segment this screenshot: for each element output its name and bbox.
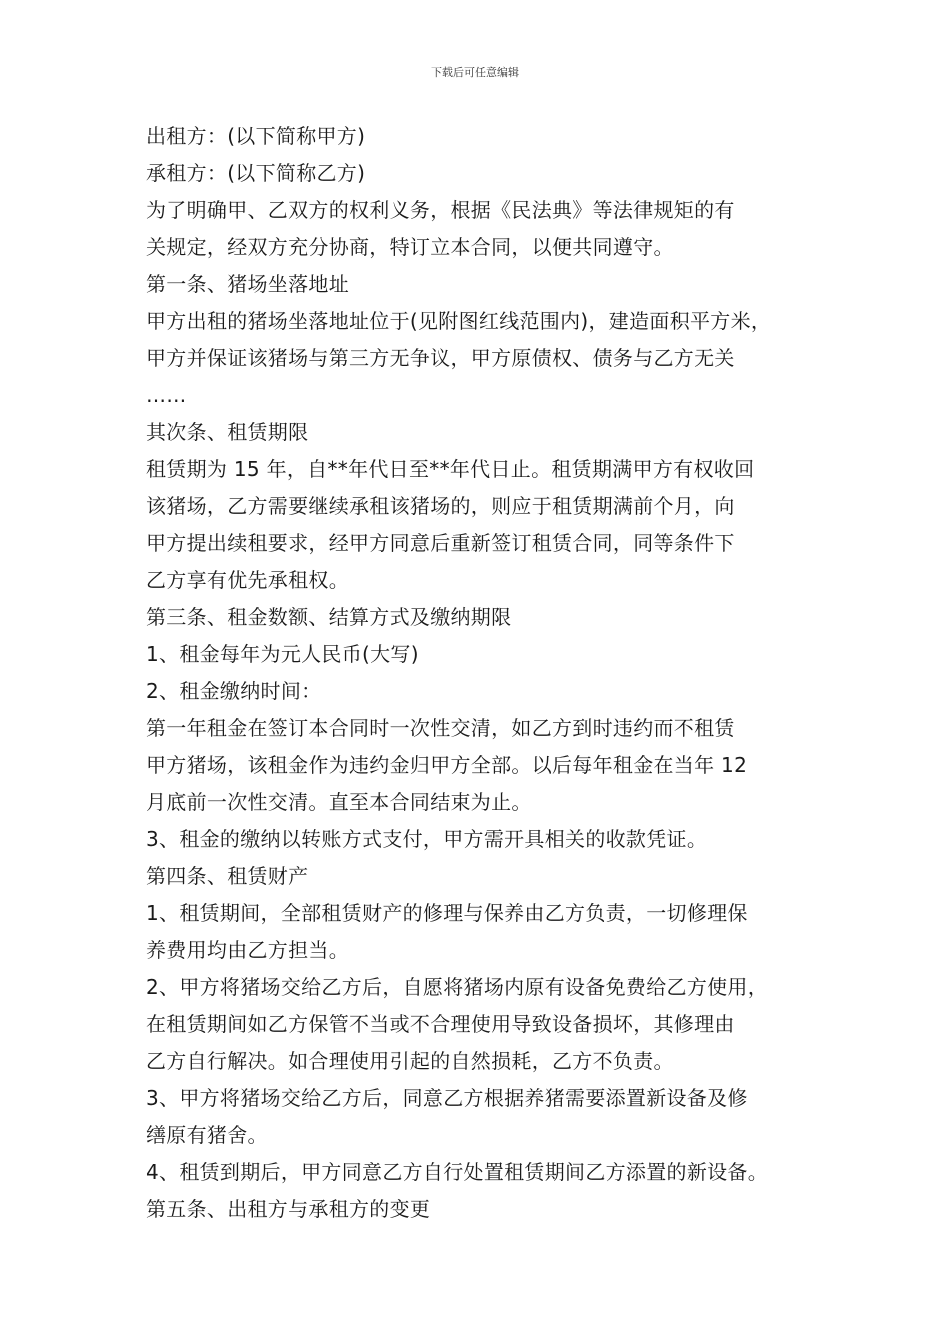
paragraph-line: 甲方出租的猪场坐落地址位于(见附图红线范围内)，建造面积平方米， bbox=[146, 309, 772, 333]
section-heading: 第一条、猪场坐落地址 bbox=[146, 272, 349, 296]
paragraph-line: 为了明确甲、乙双方的权利义务，根据《民法典》等法律规矩的有 bbox=[146, 198, 735, 222]
paragraph-line: 甲方猪场，该租金作为违约金归甲方全部。以后每年租金在当年 12 bbox=[146, 753, 748, 777]
paragraph-line: 该猪场，乙方需要继续承租该猪场的，则应于租赁期满前个月，向 bbox=[146, 494, 735, 518]
paragraph-line: 甲方提出续租要求，经甲方同意后重新签订租赁合同，同等条件下 bbox=[146, 531, 735, 555]
party-a-line: 出租方：(以下简称甲方) bbox=[146, 124, 366, 148]
list-item: 3、甲方将猪场交给乙方后，同意乙方根据养猪需要添置新设备及修 bbox=[146, 1086, 748, 1110]
party-b-line: 承租方：(以下简称乙方) bbox=[146, 161, 366, 185]
section-heading: 第三条、租金数额、结算方式及缴纳期限 bbox=[146, 605, 512, 629]
list-item: 1、租赁期间，全部租赁财产的修理与保养由乙方负责，一切修理保 bbox=[146, 901, 748, 925]
paragraph-line: 在租赁期间如乙方保管不当或不合理使用导致设备损坏，其修理由 bbox=[146, 1012, 735, 1036]
section-heading: 第四条、租赁财产 bbox=[146, 864, 309, 888]
list-item: 4、租赁到期后，甲方同意乙方自行处置租赁期间乙方添置的新设备。 bbox=[146, 1160, 769, 1184]
list-item: 2、租金缴纳时间： bbox=[146, 679, 322, 703]
paragraph-line: …… bbox=[146, 383, 187, 407]
list-item: 3、租金的缴纳以转账方式支付，甲方需开具相关的收款凭证。 bbox=[146, 827, 708, 851]
paragraph-line: 甲方并保证该猪场与第三方无争议，甲方原债权、债务与乙方无关 bbox=[146, 346, 735, 370]
paragraph-line: 缮原有猪舍。 bbox=[146, 1123, 268, 1147]
paragraph-line: 关规定，经双方充分协商，特订立本合同，以便共同遵守。 bbox=[146, 235, 674, 259]
list-item: 2、甲方将猪场交给乙方后，自愿将猪场内原有设备免费给乙方使用， bbox=[146, 975, 769, 999]
paragraph-line: 第一年租金在签订本合同时一次性交清，如乙方到时违约而不租赁 bbox=[146, 716, 735, 740]
paragraph-line: 养费用均由乙方担当。 bbox=[146, 938, 349, 962]
section-heading: 第五条、出租方与承租方的变更 bbox=[146, 1197, 431, 1221]
paragraph-line: 月底前一次性交清。直至本合同结束为止。 bbox=[146, 790, 532, 814]
list-item: 1、租金每年为元人民币(大写) bbox=[146, 642, 419, 666]
paragraph-line: 乙方享有优先承租权。 bbox=[146, 568, 349, 592]
section-heading: 其次条、租赁期限 bbox=[146, 420, 309, 444]
paragraph-line: 租赁期为 15 年，自**年代日至**年代日止。租赁期满甲方有权收回 bbox=[146, 457, 755, 481]
paragraph-line: 乙方自行解决。如合理使用引起的自然损耗，乙方不负责。 bbox=[146, 1049, 674, 1073]
header-note: 下载后可任意编辑 bbox=[431, 66, 519, 79]
document-body bbox=[146, 118, 814, 1228]
